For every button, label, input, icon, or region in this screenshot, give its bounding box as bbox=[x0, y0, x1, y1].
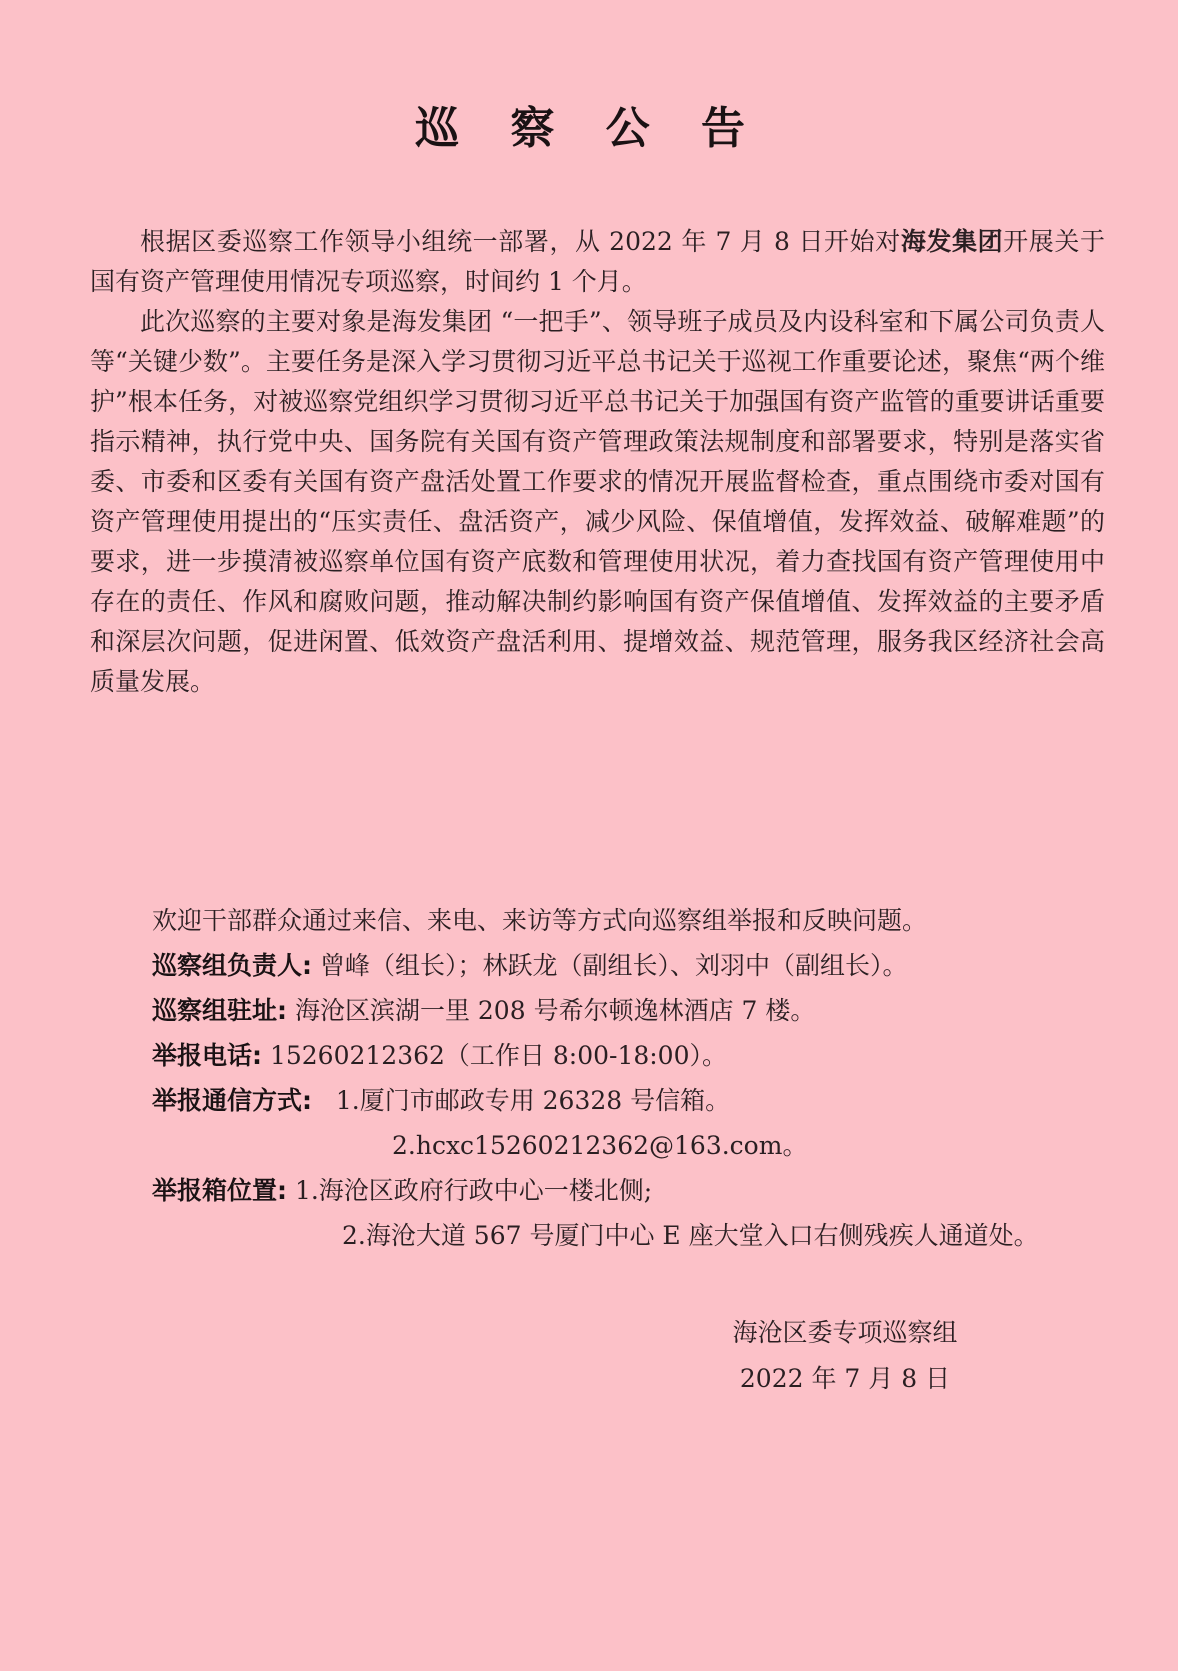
box-line bbox=[152, 1168, 1112, 1213]
intro-paragraph bbox=[90, 222, 1105, 302]
box-label: 举报箱位置: bbox=[152, 1176, 287, 1205]
issuer: 海沧区委专项巡察组 bbox=[732, 1318, 958, 1347]
intro-text-end: 开展关于国有资产管理使用情况专项巡察，时间约 1 个月。 bbox=[90, 227, 1105, 296]
leader-line bbox=[152, 943, 1112, 988]
signature-block bbox=[680, 1310, 1010, 1402]
intro-text: 根据区委巡察工作领导小组统一部署，从 2022 年 7 月 8 日开始对 bbox=[140, 227, 901, 256]
address-line bbox=[152, 988, 1112, 1033]
target-organization: 海发集团 bbox=[900, 227, 1004, 256]
phone-label: 举报电话: bbox=[152, 1041, 262, 1070]
leader-label: 巡察组负责人: bbox=[152, 951, 312, 980]
box-option-1: 1.海沧区政府行政中心一楼北侧; bbox=[294, 1176, 653, 1205]
address-label: 巡察组驻址: bbox=[152, 996, 287, 1025]
mail-line bbox=[152, 1078, 1112, 1123]
phone-value: 15260212362（工作日 8:00-18:00）。 bbox=[269, 1041, 727, 1070]
issue-date: 2022 年 7 月 8 日 bbox=[739, 1364, 951, 1393]
contact-section bbox=[152, 898, 1112, 1258]
mail-label: 举报通信方式: bbox=[152, 1086, 312, 1115]
welcome-line: 欢迎干部群众通过来信、来电、来访等方式向巡察组举报和反映问题。 bbox=[152, 906, 928, 935]
notice-title: 巡 察 公 告 bbox=[415, 103, 763, 154]
mail-option-1: 1.厦门市邮政专用 26328 号信箱。 bbox=[335, 1086, 731, 1115]
leader-value: 曾峰（组长）；林跃龙（副组长）、刘羽中（副组长）。 bbox=[319, 951, 908, 980]
phone-line bbox=[152, 1033, 1112, 1078]
main-paragraph: 此次巡察的主要对象是海发集团 “一把手”、领导班子成员及内设科室和下属公司负责人等“关键少数”。主要任务是深入学习贯彻习近平总书记关于巡视工作重要论述，聚焦“两个维护”根本任务，对被巡察党组织学习贯彻习近平总书记关于加强国有资产监管的重要讲话重要指示精神，执行党中央、国务院有关国有资产管理政策法规制度和部署要求，特别是落实省委、市委和区委有关国有资产盘活处置工作要求的情况开展监督检查，重点围绕市委对国有资产管理使用提出的“压实责任、盘活资产，减少风险、保值增值，发挥效益、破解难题”的要求，进一步摸清被巡察单位国有资产底数和管理使用状况，着力查找国有资产管理使用中存在的责任、作风和腐败问题，推动解决制约影响国有资产保值增值、发挥效益的主要矛盾和深层次问题，促进闲置、低效资产盘活利用、提增效益、规范管理，服务我区经济社会高质量发展。 bbox=[90, 307, 1105, 696]
box-option-2: 2.海沧大道 567 号厦门中心 E 座大堂入口右侧残疾人通道处。 bbox=[342, 1221, 1039, 1250]
notice-body bbox=[90, 222, 1105, 702]
mail-option-2: 2.hcxc15260212362@163.com。 bbox=[392, 1131, 808, 1160]
address-value: 海沧区滨湖一里 208 号希尔顿逸林酒店 7 楼。 bbox=[294, 996, 816, 1025]
